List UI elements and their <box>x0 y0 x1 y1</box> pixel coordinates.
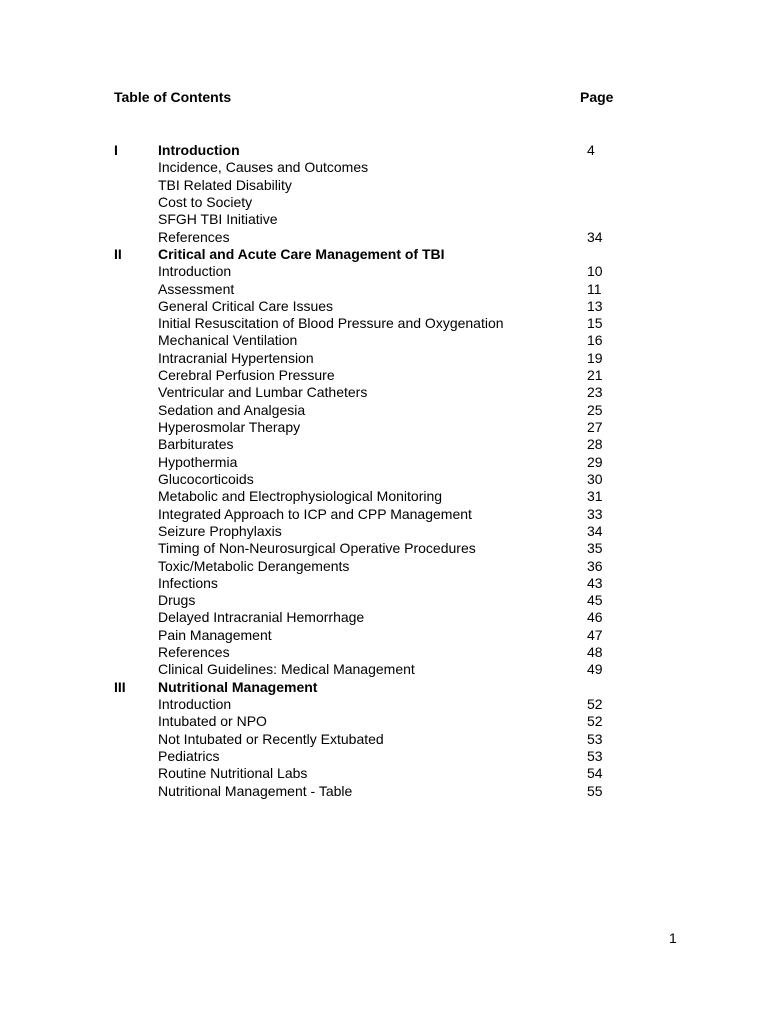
toc-entry-label: References <box>158 228 230 245</box>
toc-entry-label: Nutritional Management - Table <box>158 782 353 799</box>
toc-entry-page-number: 13 <box>587 297 603 314</box>
toc-entry-row <box>114 194 634 211</box>
toc-entry-row <box>114 263 634 280</box>
toc-entry-page-number: 46 <box>587 609 603 626</box>
toc-entry-row <box>114 540 634 557</box>
toc-entry-page-number: 11 <box>587 280 602 297</box>
toc-entry-label: Cerebral Perfusion Pressure <box>158 367 335 384</box>
toc-entry-row <box>114 281 634 298</box>
toc-entry-label: Pain Management <box>158 626 272 643</box>
section-number: II <box>114 245 122 262</box>
toc-entry-label: Glucocorticoids <box>158 470 254 487</box>
toc-entry-label: Barbiturates <box>158 436 234 453</box>
section-number: I <box>114 142 118 158</box>
toc-section-row <box>114 679 634 696</box>
section-number: III <box>114 678 126 695</box>
toc-entry-row <box>114 488 634 505</box>
toc-entry-row <box>114 748 634 765</box>
toc-entry-row <box>114 558 634 575</box>
toc-entry-label: General Critical Care Issues <box>158 297 334 314</box>
toc-entry-row <box>114 506 634 523</box>
toc-entry-label: Intracranial Hypertension <box>158 349 314 366</box>
toc-entry-page-number: 34 <box>587 522 603 539</box>
section-title: Nutritional Management <box>158 678 318 695</box>
section-page-number: 4 <box>587 142 595 158</box>
toc-entry-row <box>114 350 634 367</box>
toc-entry-label: Intubated or NPO <box>158 713 267 730</box>
toc-entry-row <box>114 332 634 349</box>
toc-title: Table of Contents <box>114 89 232 105</box>
toc-entry-label: Integrated Approach to ICP and CPP Management <box>158 505 472 522</box>
toc-entry-page-number: 33 <box>587 505 603 522</box>
toc-entry-label: Toxic/Metabolic Derangements <box>158 557 350 574</box>
toc-body <box>114 142 634 800</box>
toc-entry-row <box>114 159 634 176</box>
toc-entry-page-number: 10 <box>587 263 603 280</box>
toc-entry-page-number: 19 <box>587 349 603 366</box>
toc-section-row <box>114 142 634 159</box>
toc-entry-row <box>114 609 634 626</box>
toc-entry-row <box>114 523 634 540</box>
toc-entry-page-number: 52 <box>587 713 603 730</box>
toc-entry-page-number: 53 <box>587 747 603 764</box>
toc-entry-label: Pediatrics <box>158 747 220 764</box>
toc-entry-row <box>114 661 634 678</box>
toc-entry-row <box>114 384 634 401</box>
toc-entry-label: Incidence, Causes and Outcomes <box>158 159 369 176</box>
toc-entry-label: References <box>158 644 230 661</box>
toc-entry-row <box>114 575 634 592</box>
toc-entry-page-number: 53 <box>587 730 603 747</box>
toc-entry-page-number: 36 <box>587 557 603 574</box>
toc-entry-page-number: 35 <box>587 540 603 557</box>
toc-entry-row <box>114 402 634 419</box>
toc-entry-page-number: 23 <box>587 384 603 401</box>
toc-entry-page-number: 27 <box>587 419 603 435</box>
toc-entry-row <box>114 419 634 436</box>
toc-entry-row <box>114 298 634 315</box>
toc-entry-page-number: 15 <box>587 315 603 332</box>
toc-entry-page-number: 43 <box>587 574 603 591</box>
toc-entry-row <box>114 177 634 194</box>
toc-entry-page-number: 28 <box>587 436 603 453</box>
toc-entry-row <box>114 644 634 661</box>
toc-entry-label: Delayed Intracranial Hemorrhage <box>158 609 365 626</box>
toc-entry-label: SFGH TBI Initiative <box>158 211 278 228</box>
toc-entry-label: Drugs <box>158 592 196 609</box>
toc-entry-label: Seizure Prophylaxis <box>158 522 282 539</box>
toc-entry-row <box>114 471 634 488</box>
toc-entry-label: Mechanical Ventilation <box>158 332 298 349</box>
toc-entry-page-number: 47 <box>587 626 603 643</box>
section-title: Critical and Acute Care Management of TBI <box>158 245 445 262</box>
toc-entry-row <box>114 713 634 730</box>
toc-entry-page-number: 52 <box>587 696 603 712</box>
toc-entry-row <box>114 627 634 644</box>
toc-entry-label: Routine Nutritional Labs <box>158 765 308 782</box>
toc-entry-label: Assessment <box>158 280 235 297</box>
toc-entry-label: Introduction <box>158 696 232 712</box>
toc-entry-row <box>114 315 634 332</box>
toc-entry-page-number: 45 <box>587 592 603 609</box>
toc-entry-label: Not Intubated or Recently Extubated <box>158 730 384 747</box>
toc-entry-row <box>114 592 634 609</box>
toc-entry-row <box>114 229 634 246</box>
toc-entry-label: TBI Related Disability <box>158 176 292 193</box>
toc-entry-label: Introduction <box>158 263 232 280</box>
toc-entry-label: Initial Resuscitation of Blood Pressure and Oxygenation <box>158 315 504 332</box>
page-column-heading: Page <box>580 89 614 105</box>
toc-entry-label: Hyperosmolar Therapy <box>158 419 301 435</box>
toc-section-row <box>114 246 634 263</box>
toc-entry-page-number: 16 <box>587 332 603 349</box>
toc-entry-label: Infections <box>158 574 218 591</box>
toc-entry-label: Sedation and Analgesia <box>158 401 306 418</box>
toc-entry-label: Ventricular and Lumbar Catheters <box>158 384 368 401</box>
toc-entry-row <box>114 454 634 471</box>
toc-entry-label: Cost to Society <box>158 193 253 210</box>
toc-entry-row <box>114 731 634 748</box>
toc-header <box>114 89 624 107</box>
toc-entry-page-number: 55 <box>587 782 603 799</box>
toc-entry-page-number: 49 <box>587 661 603 678</box>
toc-entry-page-number: 21 <box>587 367 603 384</box>
toc-entry-row <box>114 765 634 782</box>
toc-entry-label: Clinical Guidelines: Medical Management <box>158 661 415 678</box>
toc-entry-label: Hypothermia <box>158 453 238 470</box>
section-title: Introduction <box>158 142 240 158</box>
toc-entry-page-number: 48 <box>587 644 603 661</box>
toc-entry-label: Metabolic and Electrophysiological Monitoring <box>158 488 443 505</box>
toc-entry-row <box>114 696 634 713</box>
toc-entry-page-number: 31 <box>587 488 603 505</box>
toc-entry-row <box>114 783 634 800</box>
page-number: 1 <box>669 930 677 946</box>
toc-entry-row <box>114 367 634 384</box>
toc-entry-row <box>114 436 634 453</box>
toc-entry-page-number: 54 <box>587 765 603 782</box>
toc-entry-page-number: 30 <box>587 470 603 487</box>
toc-entry-page-number: 25 <box>587 401 603 418</box>
toc-entry-page-number: 34 <box>587 228 603 245</box>
toc-entry-page-number: 29 <box>587 453 603 470</box>
toc-entry-row <box>114 211 634 228</box>
toc-entry-label: Timing of Non-Neurosurgical Operative Procedures <box>158 540 476 557</box>
